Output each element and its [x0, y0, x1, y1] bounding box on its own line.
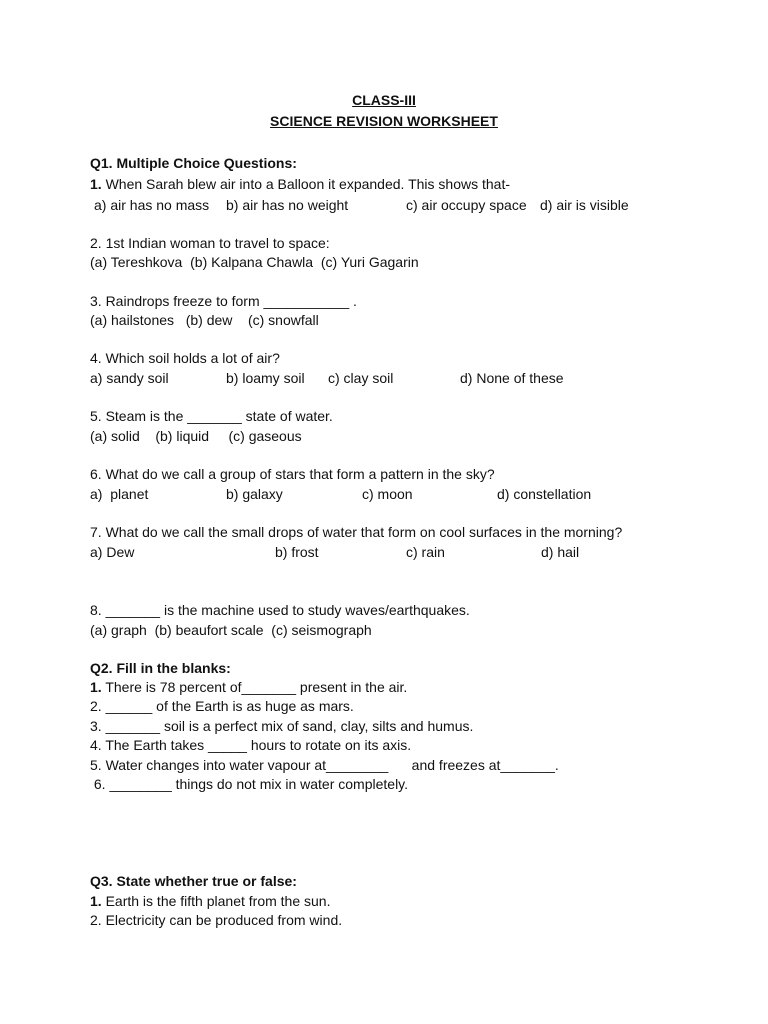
q1-item-8-text: 8. _______ is the machine used to study waves/earthquakes.: [90, 602, 470, 618]
q2-item-4: 4. The Earth takes _____ hours to rotate on its axis.: [90, 737, 412, 753]
q1-heading: Q1. Multiple Choice Questions:: [90, 155, 297, 171]
q1-item-4-option-b: b) loamy soil: [226, 370, 305, 386]
q2-item-3: 3. _______ soil is a perfect mix of sand, clay, silts and humus.: [90, 718, 474, 734]
q1-item-1: [90, 175, 510, 193]
q2-item-5: 5. Water changes into water vapour at________ and freezes at_______.: [90, 757, 559, 773]
q1-item-1-option-a: a) air has no mass: [94, 197, 210, 213]
q3-item-1-text: Earth is the fifth planet from the sun.: [101, 893, 331, 909]
q1-item-5-text: 5. Steam is the _______ state of water.: [90, 408, 333, 424]
q3-item-2: 2. Electricity can be produced from wind.: [90, 912, 343, 928]
q1-item-7-option-c: c) rain: [406, 544, 445, 560]
q1-item-1-number: 1.: [90, 176, 102, 192]
q1-item-4-option-a: a) sandy soil: [90, 370, 169, 386]
q2-item-6: 6. ________ things do not mix in water completely.: [90, 776, 409, 792]
q1-item-7-option-a: a) Dew: [90, 544, 135, 560]
q1-item-2-text: 2. 1st Indian woman to travel to space:: [90, 235, 330, 251]
q2-item-1: [90, 678, 407, 696]
q1-item-6-option-c: c) moon: [362, 486, 413, 502]
q1-item-1-option-c: c) air occupy space: [406, 197, 527, 213]
q1-item-4-option-c: c) clay soil: [328, 370, 394, 386]
q1-item-3-options: (a) hailstones (b) dew (c) snowfall: [90, 312, 319, 328]
q3-item-1-number: 1.: [90, 893, 102, 909]
q2-item-1-number: 1.: [90, 679, 102, 695]
q1-item-6-option-a: a) planet: [90, 486, 149, 502]
q1-item-1-text: When Sarah blew air into a Balloon it expanded. This shows that-: [101, 176, 510, 192]
q1-item-2-options: (a) Tereshkova (b) Kalpana Chawla (c) Yuri Gagarin: [90, 254, 419, 270]
q1-item-4-text: 4. Which soil holds a lot of air?: [90, 350, 280, 366]
q1-item-1-option-d: d) air is visible: [540, 197, 629, 213]
q2-item-2: 2. ______ of the Earth is as huge as mars.: [90, 698, 354, 714]
q1-item-7-option-d: d) hail: [541, 544, 580, 560]
q1-item-6-text: 6. What do we call a group of stars that form a pattern in the sky?: [90, 466, 495, 482]
class-label: CLASS-III: [352, 92, 416, 108]
q1-item-7-option-b: b) frost: [275, 544, 319, 560]
q2-item-1-text: There is 78 percent of_______ present in the air.: [101, 679, 408, 695]
q1-item-4-option-d: d) None of these: [460, 370, 564, 386]
q1-item-7-text: 7. What do we call the small drops of water that form on cool surfaces in the morning?: [90, 524, 623, 540]
q1-item-6-option-d: d) constellation: [497, 486, 592, 502]
q1-item-3-text: 3. Raindrops freeze to form ___________ .: [90, 293, 357, 309]
q3-item-1: [90, 892, 330, 910]
worksheet-title: SCIENCE REVISION WORKSHEET: [270, 113, 498, 129]
q1-item-6-option-b: b) galaxy: [226, 486, 283, 502]
q1-item-1-option-b: b) air has no weight: [226, 197, 349, 213]
q1-item-5-options: (a) solid (b) liquid (c) gaseous: [90, 428, 302, 444]
q2-heading: Q2. Fill in the blanks:: [90, 660, 231, 676]
q1-item-8-options: (a) graph (b) beaufort scale (c) seismograph: [90, 622, 372, 638]
q3-heading: Q3. State whether true or false:: [90, 873, 297, 889]
